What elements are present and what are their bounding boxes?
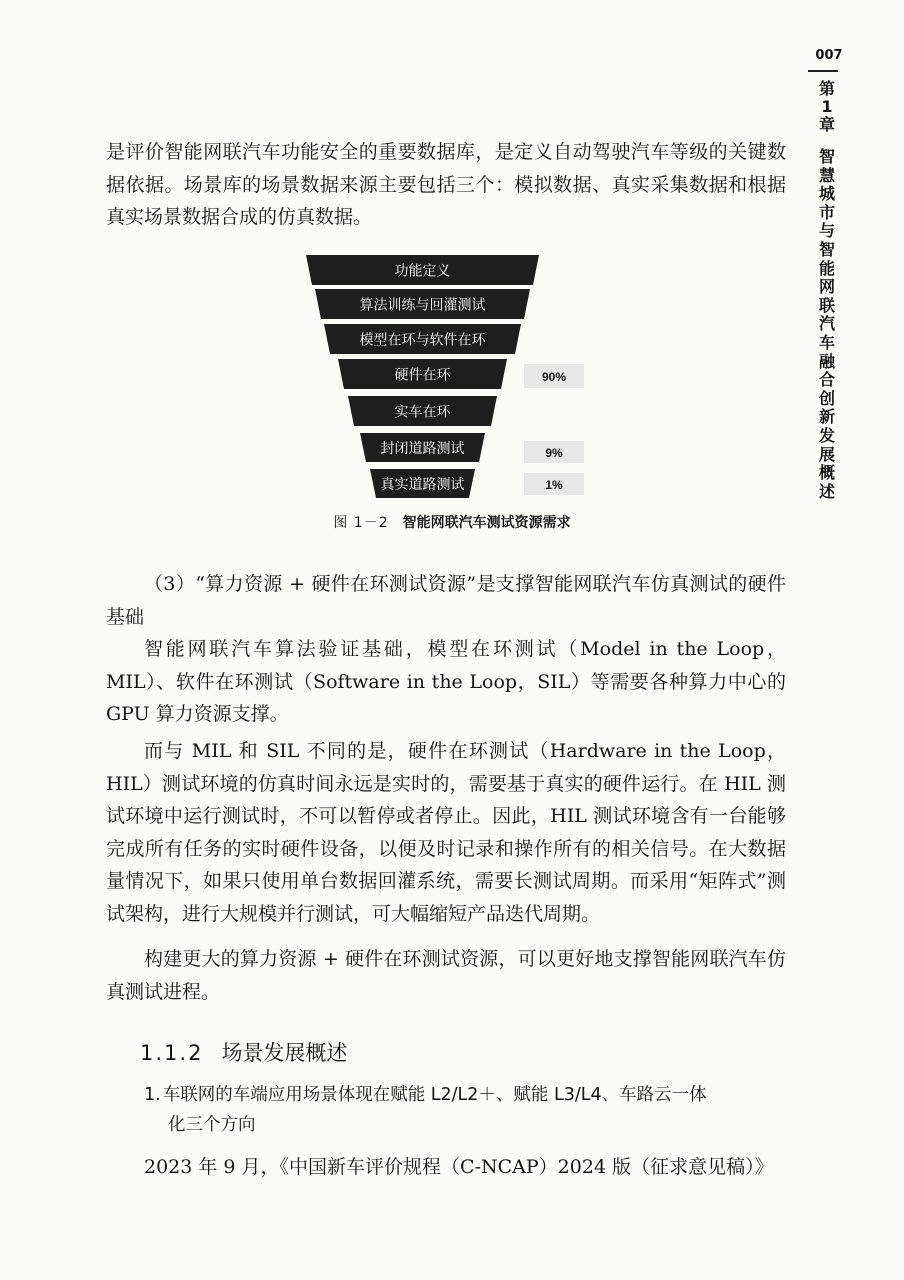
funnel-label-2: 算法训练与回灌测试: [359, 297, 486, 314]
funnel-diagram: [306, 253, 596, 503]
funnel-label-1: 功能定义: [394, 263, 451, 280]
chapter-title: 智慧城市与智能网联汽车融合创新发展概述: [818, 147, 835, 501]
chapter-label-char: 章: [818, 115, 835, 134]
funnel-label-4: 硬件在环: [394, 367, 451, 384]
paragraph-hil: 而与 MIL 和 SIL 不同的是，硬件在环测试（Hardware in the Loop，HIL）测试环境的仿真时间永远是实时的，需要基于真实的硬件运行。在 HIL 测试环境中运行测试时，不可以暂停或者停止。因此，HIL 测试环境含有一台能够完成所有任务的实时硬件设备，以便及时记录和操作所有的相关信号。在大数据量情况下，如果只使用单台数据回灌系统，需要长测试周期。而采用“矩阵式”测试架构，进行大规模并行测试，可大幅缩短产品迭代周期。: [106, 740, 786, 925]
funnel-label-6: 封闭道路测试: [380, 441, 465, 457]
page-number: 007: [815, 48, 843, 63]
funnel-label-3: 模型在环与软件在环: [359, 332, 486, 349]
figure-caption: [0, 512, 904, 532]
subsection-title-line2: 化三个方向: [168, 1115, 256, 1135]
figure-number: 图 1－2: [333, 515, 389, 531]
paragraph-cncap: 2023 年 9 月，《中国新车评价规程（C-NCAP）2024 版（征求意见稿）》: [144, 1156, 774, 1178]
funnel-label-5: 实车在环: [394, 404, 451, 421]
page-number-rule: [808, 70, 838, 72]
funnel-label-7: 真实道路测试: [380, 477, 465, 493]
paragraph-mil-sil: 智能网联汽车算法验证基础，模型在环测试（Model in the Loop，MIL）、软件在环测试（Software in the Loop，SIL）等需要各种算力中心的 GPU 算力资源支撑。: [106, 638, 786, 725]
subsection-heading: [144, 1080, 784, 1140]
section-number: 1.1.2: [140, 1041, 204, 1065]
chapter-label-char: 第: [818, 79, 835, 98]
figure-title: 智能网联汽车测试资源需求: [402, 515, 571, 531]
subsection-title-line1: 车联网的车端应用场景体现在赋能 L2/L2＋、赋能 L3/L4、车路云一体: [162, 1085, 707, 1105]
section-title: 场景发展概述: [221, 1041, 348, 1065]
paragraph-heading-3: （3）“算力资源 + 硬件在环测试资源”是支撑智能网联汽车仿真测试的硬件基础: [106, 573, 786, 628]
percent-label-1: 1%: [545, 478, 563, 492]
percent-label-90: 90%: [541, 370, 567, 384]
section-heading: [140, 1037, 347, 1067]
subsection-number: 1.: [144, 1085, 161, 1105]
percent-label-9: 9%: [545, 446, 563, 460]
paragraph-scenario-database: 是评价智能网联汽车功能安全的重要数据库，是定义自动驾驶汽车等级的关键数据依据。场景库的场景数据来源主要包括三个：模拟数据、真实采集数据和根据真实场景数据合成的仿真数据。: [106, 141, 786, 228]
chapter-label-char: 1: [821, 97, 833, 116]
chapter-label: [815, 80, 839, 134]
paragraph-compute-resources: 构建更大的算力资源 + 硬件在环测试资源，可以更好地支撑智能网联汽车仿真测试进程。: [106, 948, 786, 1003]
